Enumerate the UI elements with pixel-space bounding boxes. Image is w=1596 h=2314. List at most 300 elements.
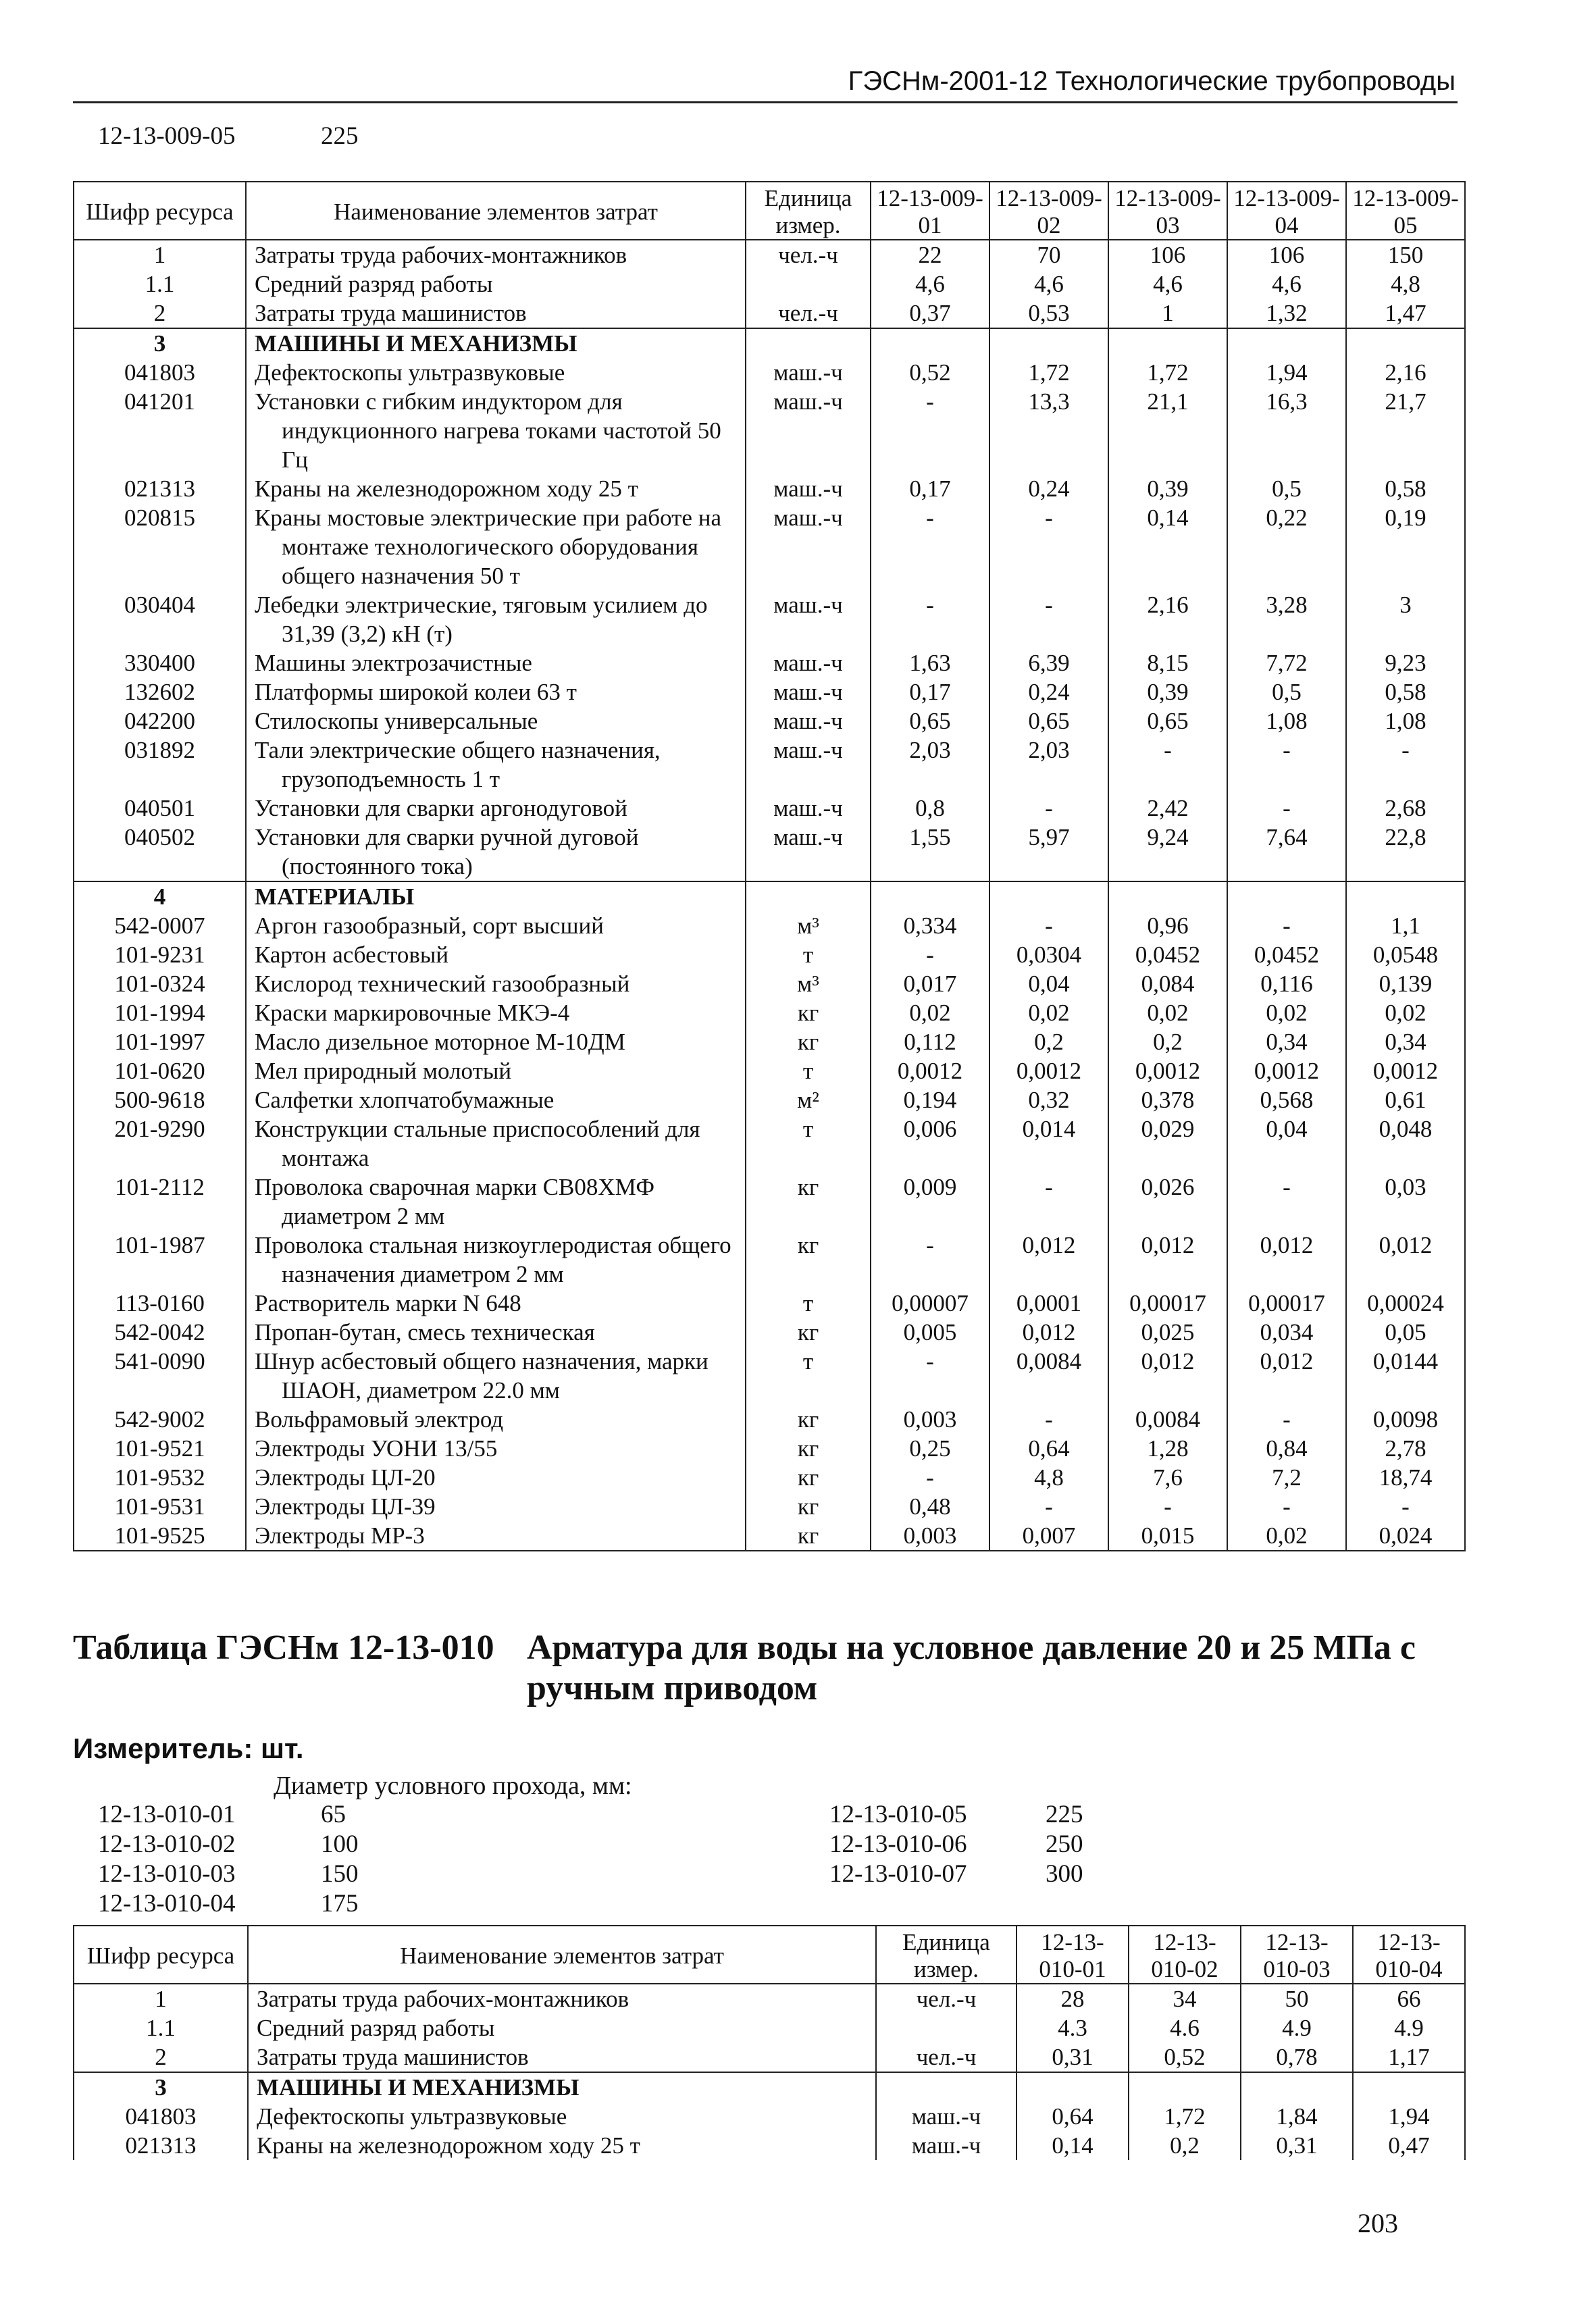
resource-name: Электроды УОНИ 13/55	[255, 1435, 498, 1462]
value-cell: -	[871, 1231, 989, 1289]
value-cell: 0,04	[989, 969, 1108, 998]
value-cell: 7,2	[1227, 1463, 1346, 1492]
value-cell: 0,048	[1346, 1114, 1465, 1173]
unit: кг	[746, 1318, 871, 1347]
resource-code: 101-9532	[74, 1463, 246, 1492]
value-cell: 34	[1129, 1984, 1241, 2013]
resource-name: Дефектоскопы ультразвуковые	[257, 2103, 567, 2130]
resource-code: 101-1997	[74, 1027, 246, 1056]
value-cell: 28	[1016, 1984, 1129, 2013]
unit: кг	[746, 998, 871, 1027]
resource-name: МАТЕРИАЛЫ	[255, 883, 415, 910]
unit: м²	[746, 1085, 871, 1114]
unit: чел.-ч	[746, 299, 871, 328]
resource-name-cell	[246, 1085, 746, 1114]
resource-name: Аргон газообразный, сорт высший	[255, 912, 604, 939]
value-cell: -	[871, 590, 989, 648]
resource-code: 101-2112	[74, 1173, 246, 1231]
value-cell: -	[1108, 736, 1227, 794]
value-cell: -	[1227, 794, 1346, 823]
value-cell: 0,58	[1346, 677, 1465, 706]
page-number: 203	[1358, 2208, 1398, 2238]
value-cell: -	[1227, 911, 1346, 940]
value-cell: 1	[1108, 299, 1227, 328]
header-code: Шифр ресурса	[74, 182, 246, 240]
table-row	[74, 1231, 1465, 1289]
resource-code: 101-9521	[74, 1434, 246, 1463]
resource-name: Проволока сварочная марки СВ08ХМФ диаметром 2 мм	[255, 1174, 654, 1229]
value-cell: 0,025	[1108, 1318, 1227, 1347]
value-cell: 1,08	[1346, 706, 1465, 736]
table-row	[74, 1318, 1465, 1347]
resource-name: Средний разряд работы	[255, 271, 493, 297]
diameter-values-left	[321, 1800, 359, 1919]
table-row	[74, 503, 1465, 590]
resource-code: 020815	[74, 503, 246, 590]
resource-code: 101-9531	[74, 1492, 246, 1521]
table-row	[74, 1405, 1465, 1434]
resource-name-cell	[246, 1521, 746, 1551]
unit: маш.-ч	[876, 2131, 1016, 2160]
table-row	[74, 940, 1465, 969]
resource-name-cell	[246, 1173, 746, 1231]
value-cell: 7,64	[1227, 823, 1346, 881]
unit: маш.-ч	[746, 590, 871, 648]
resource-code: 031892	[74, 736, 246, 794]
resource-name: Электроды ЦЛ-20	[255, 1464, 436, 1491]
unit: кг	[746, 1463, 871, 1492]
value-cell: 7,72	[1227, 648, 1346, 677]
value-cell: -	[989, 1173, 1108, 1231]
resource-name-cell	[246, 706, 746, 736]
value-cell: 4,6	[871, 269, 989, 299]
unit	[746, 328, 871, 358]
value-cell: 2,03	[871, 736, 989, 794]
unit: м³	[746, 969, 871, 998]
value-cell: -	[989, 1405, 1108, 1434]
diameter-value: 250	[1046, 1830, 1083, 1858]
value-cell: 0,02	[1108, 998, 1227, 1027]
resource-name: Вольфрамовый электрод	[255, 1406, 504, 1433]
table-row	[74, 1521, 1465, 1551]
resource-name: Мел природный молотый	[255, 1058, 512, 1084]
value-cell: 0,012	[1227, 1231, 1346, 1289]
value-cell: -	[871, 1463, 989, 1492]
resource-name: Стилоскопы универсальные	[255, 708, 538, 734]
header-col-3: 12-13-009-03	[1108, 182, 1227, 240]
table-row	[74, 1347, 1465, 1405]
table-row	[74, 387, 1465, 474]
value-cell	[1346, 328, 1465, 358]
value-cell: 0,012	[1108, 1231, 1227, 1289]
resource-code: 542-0007	[74, 911, 246, 940]
value-cell: 0,0452	[1108, 940, 1227, 969]
resource-code: 042200	[74, 706, 246, 736]
unit: кг	[746, 1027, 871, 1056]
table-row	[74, 736, 1465, 794]
resource-name-cell	[246, 1056, 746, 1085]
value-cell: 0,0012	[989, 1056, 1108, 1085]
resource-name: Платформы широкой колеи 63 т	[255, 679, 577, 705]
resource-name: Средний разряд работы	[257, 2015, 495, 2041]
table-row	[74, 969, 1465, 998]
resource-name: Затраты труда машинистов	[255, 300, 527, 326]
resource-name-cell	[246, 648, 746, 677]
value-cell: 13,3	[989, 387, 1108, 474]
value-cell: 0,8	[871, 794, 989, 823]
value-cell	[1241, 2072, 1353, 2102]
table-row	[74, 1463, 1465, 1492]
header-unit: Единица измер.	[876, 1926, 1016, 1984]
resource-code: 542-9002	[74, 1405, 246, 1434]
table-row	[74, 1984, 1465, 2013]
running-title: ГЭСНм-2001-12 Технологические трубопроводы	[848, 66, 1456, 96]
unit	[746, 269, 871, 299]
resource-name-cell	[246, 677, 746, 706]
value-cell: 1,72	[1129, 2102, 1241, 2131]
value-cell: 2,16	[1108, 590, 1227, 648]
value-cell: 21,1	[1108, 387, 1227, 474]
resource-name: Электроды МР-3	[255, 1522, 425, 1549]
resource-code: 040502	[74, 823, 246, 881]
header-col-2: 12-13-009-02	[989, 182, 1108, 240]
value-cell: 0,34	[1227, 1027, 1346, 1056]
header-col-4: 12-13-010-04	[1353, 1926, 1465, 1984]
resource-name-cell	[246, 1492, 746, 1521]
unit: кг	[746, 1173, 871, 1231]
value-cell: 0,014	[989, 1114, 1108, 1173]
resource-name-cell	[246, 1289, 746, 1318]
value-cell: 0,52	[871, 358, 989, 387]
value-cell: 0,024	[1346, 1521, 1465, 1551]
table-row	[74, 1434, 1465, 1463]
value-cell: 0,04	[1227, 1114, 1346, 1173]
value-cell: 0,32	[989, 1085, 1108, 1114]
value-cell: 0,003	[871, 1521, 989, 1551]
value-cell: 0,39	[1108, 677, 1227, 706]
value-cell: 0,0098	[1346, 1405, 1465, 1434]
value-cell: -	[1227, 1492, 1346, 1521]
header-col-1: 12-13-009-01	[871, 182, 989, 240]
resource-code: 4	[74, 881, 246, 911]
section-row	[74, 881, 1465, 911]
value-cell: 0,0548	[1346, 940, 1465, 969]
resource-code: 1.1	[74, 2013, 248, 2042]
value-cell: 0,139	[1346, 969, 1465, 998]
value-cell: 0,2	[1108, 1027, 1227, 1056]
value-cell: 5,97	[989, 823, 1108, 881]
header-col-4: 12-13-009-04	[1227, 182, 1346, 240]
resource-name-cell	[246, 1027, 746, 1056]
value-cell: 0,96	[1108, 911, 1227, 940]
table-row	[74, 590, 1465, 648]
resource-code: 541-0090	[74, 1347, 246, 1405]
value-cell: 0,17	[871, 474, 989, 503]
resource-name: Растворитель марки N 648	[255, 1290, 521, 1316]
value-cell: 1,72	[1108, 358, 1227, 387]
value-cell: 106	[1227, 240, 1346, 269]
value-cell: 0,14	[1108, 503, 1227, 590]
diameter-value: 65	[321, 1801, 346, 1828]
value-cell: 0,034	[1227, 1318, 1346, 1347]
value-cell: 4.3	[1016, 2013, 1129, 2042]
table-header-row	[74, 182, 1465, 240]
value-cell: 0,5	[1227, 677, 1346, 706]
unit: кг	[746, 1434, 871, 1463]
diameter-code: 12-13-010-07	[829, 1860, 967, 1888]
resource-name-cell	[248, 1984, 876, 2013]
value-cell: 0,34	[1346, 1027, 1465, 1056]
header-rule	[73, 101, 1458, 103]
diameter-codes-left	[98, 1800, 235, 1919]
value-cell: 9,23	[1346, 648, 1465, 677]
table-header-row	[74, 1926, 1465, 1984]
value-cell: 0,84	[1227, 1434, 1346, 1463]
unit: маш.-ч	[746, 648, 871, 677]
unit: маш.-ч	[746, 823, 871, 881]
diameter-value: 100	[321, 1830, 359, 1858]
value-cell: 0,02	[1227, 1521, 1346, 1551]
value-cell	[1016, 2072, 1129, 2102]
value-cell: 0,116	[1227, 969, 1346, 998]
resource-name: Пропан-бутан, смесь техническая	[255, 1319, 595, 1345]
value-cell	[871, 881, 989, 911]
value-cell: 0,0452	[1227, 940, 1346, 969]
resource-name-cell	[246, 503, 746, 590]
value-cell: 0,012	[1227, 1347, 1346, 1405]
diameter-codes-right	[829, 1800, 967, 1889]
resource-name-cell	[246, 1114, 746, 1173]
resource-name: Шнур асбестовый общего назначения, марки ШАОН, диаметром 22.0 мм	[255, 1348, 709, 1404]
resource-code: 201-9290	[74, 1114, 246, 1173]
value-cell: 0,14	[1016, 2131, 1129, 2160]
value-cell: -	[871, 940, 989, 969]
diameter-code: 12-13-010-03	[98, 1860, 236, 1888]
value-cell: 0,112	[871, 1027, 989, 1056]
value-cell: 0,31	[1241, 2131, 1353, 2160]
value-cell: 150	[1346, 240, 1465, 269]
value-cell: 7,6	[1108, 1463, 1227, 1492]
value-cell: 2,42	[1108, 794, 1227, 823]
table-row	[74, 2102, 1465, 2131]
resource-name-cell	[246, 269, 746, 299]
value-cell: 16,3	[1227, 387, 1346, 474]
resource-code: 330400	[74, 648, 246, 677]
value-cell: 8,15	[1108, 648, 1227, 677]
resource-table-12-13-010	[73, 1925, 1466, 2160]
diameter-value: 150	[321, 1860, 359, 1888]
resource-name: Тали электрические общего назначения, грузоподъемность 1 т	[255, 737, 661, 792]
value-cell: 0,65	[1108, 706, 1227, 736]
value-cell: 0,39	[1108, 474, 1227, 503]
value-cell: 0,02	[1227, 998, 1346, 1027]
unit: т	[746, 1056, 871, 1085]
value-cell: 3,28	[1227, 590, 1346, 648]
unit: кг	[746, 1405, 871, 1434]
resource-name-cell	[246, 1405, 746, 1434]
header-unit: Единица измер.	[746, 182, 871, 240]
value-cell: 4.9	[1241, 2013, 1353, 2042]
resource-code: 2	[74, 299, 246, 328]
value-cell	[1227, 881, 1346, 911]
unit: маш.-ч	[746, 503, 871, 590]
resource-name-cell	[248, 2042, 876, 2072]
table-row	[74, 1492, 1465, 1521]
resource-code: 101-9231	[74, 940, 246, 969]
resource-code: 3	[74, 328, 246, 358]
resource-name-cell	[248, 2072, 876, 2102]
value-cell	[1227, 328, 1346, 358]
diameter-value: 300	[1046, 1860, 1083, 1888]
unit: маш.-ч	[746, 474, 871, 503]
value-cell: 21,7	[1346, 387, 1465, 474]
value-cell: 1,72	[989, 358, 1108, 387]
resource-code: 041201	[74, 387, 246, 474]
table-row	[74, 1289, 1465, 1318]
resource-name-cell	[246, 1231, 746, 1289]
table-row	[74, 998, 1465, 1027]
continuation-diameter: 225	[321, 122, 359, 150]
value-cell: 0,00007	[871, 1289, 989, 1318]
unit: маш.-ч	[876, 2102, 1016, 2131]
value-cell: 0,25	[871, 1434, 989, 1463]
resource-code: 101-0324	[74, 969, 246, 998]
resource-name: Кислород технический газообразный	[255, 971, 630, 997]
resource-code: 041803	[74, 358, 246, 387]
value-cell: 0,64	[989, 1434, 1108, 1463]
value-cell: 106	[1108, 240, 1227, 269]
resource-name-cell	[246, 794, 746, 823]
value-cell: 0,378	[1108, 1085, 1227, 1114]
resource-code: 1	[74, 1984, 248, 2013]
resource-name: Проволока стальная низкоуглеродистая общего назначения диаметром 2 мм	[255, 1232, 731, 1287]
diameter-code: 12-13-010-01	[98, 1801, 236, 1828]
value-cell: 3	[1346, 590, 1465, 648]
resource-code: 1.1	[74, 269, 246, 299]
value-cell: 0,17	[871, 677, 989, 706]
unit: т	[746, 1114, 871, 1173]
diameter-code: 12-13-010-06	[829, 1830, 967, 1858]
resource-code: 132602	[74, 677, 246, 706]
resource-name: Краны на железнодорожном ходу 25 т	[257, 2132, 640, 2159]
value-cell: 22,8	[1346, 823, 1465, 881]
value-cell: -	[989, 1492, 1108, 1521]
resource-name-cell	[248, 2102, 876, 2131]
value-cell	[1353, 2072, 1465, 2102]
table-row	[74, 911, 1465, 940]
value-cell: 1,55	[871, 823, 989, 881]
header-col-2: 12-13-010-02	[1129, 1926, 1241, 1984]
resource-name-cell	[246, 1463, 746, 1492]
value-cell: 22	[871, 240, 989, 269]
value-cell: 4.9	[1353, 2013, 1465, 2042]
value-cell: -	[1227, 1173, 1346, 1231]
table-row	[74, 1056, 1465, 1085]
value-cell: -	[1346, 1492, 1465, 1521]
resource-name-cell	[248, 2131, 876, 2160]
value-cell	[1108, 881, 1227, 911]
resource-code: 021313	[74, 2131, 248, 2160]
header-name: Наименование элементов затрат	[246, 182, 746, 240]
value-cell: 0,0144	[1346, 1347, 1465, 1405]
header-code: Шифр ресурса	[74, 1926, 248, 1984]
value-cell: 0,194	[871, 1085, 989, 1114]
value-cell: 0,52	[1129, 2042, 1241, 2072]
value-cell: -	[1227, 1405, 1346, 1434]
table-row	[74, 794, 1465, 823]
value-cell: 0,61	[1346, 1085, 1465, 1114]
resource-name-cell	[246, 1347, 746, 1405]
value-cell: -	[871, 1347, 989, 1405]
value-cell: -	[989, 503, 1108, 590]
resource-code: 101-0620	[74, 1056, 246, 1085]
value-cell: -	[871, 387, 989, 474]
table-row	[74, 706, 1465, 736]
unit: т	[746, 1347, 871, 1405]
value-cell: 0,64	[1016, 2102, 1129, 2131]
value-cell: 1,63	[871, 648, 989, 677]
resource-table-12-13-009	[73, 181, 1466, 1551]
unit: кг	[746, 1231, 871, 1289]
value-cell: 1,94	[1353, 2102, 1465, 2131]
unit: чел.-ч	[876, 1984, 1016, 2013]
value-cell: 0,0001	[989, 1289, 1108, 1318]
unit: чел.-ч	[746, 240, 871, 269]
value-cell: 0,02	[871, 998, 989, 1027]
unit: т	[746, 940, 871, 969]
resource-name: Конструкции стальные приспособлений для монтажа	[255, 1116, 700, 1171]
unit: т	[746, 1289, 871, 1318]
resource-name: Затраты труда рабочих-монтажников	[255, 242, 627, 268]
resource-name-cell	[246, 387, 746, 474]
value-cell	[1129, 2072, 1241, 2102]
value-cell: 0,53	[989, 299, 1108, 328]
value-cell: 0,012	[1108, 1347, 1227, 1405]
value-cell: 0,084	[1108, 969, 1227, 998]
resource-code: 1	[74, 240, 246, 269]
resource-name: Масло дизельное моторное М-10ДМ	[255, 1029, 625, 1055]
value-cell: 0,65	[989, 706, 1108, 736]
resource-name: Лебедки электрические, тяговым усилием до 31,39 (3,2) кН (т)	[255, 592, 708, 647]
value-cell: 0,02	[989, 998, 1108, 1027]
value-cell: 1,32	[1227, 299, 1346, 328]
header-name: Наименование элементов затрат	[248, 1926, 876, 1984]
unit: чел.-ч	[876, 2042, 1016, 2072]
value-cell: -	[1227, 736, 1346, 794]
value-cell: 4,6	[989, 269, 1108, 299]
table-row	[74, 823, 1465, 881]
value-cell: 0,65	[871, 706, 989, 736]
diameter-code: 12-13-010-04	[98, 1890, 236, 1918]
value-cell: 70	[989, 240, 1108, 269]
value-cell: 0,007	[989, 1521, 1108, 1551]
value-cell: 0,78	[1241, 2042, 1353, 2072]
value-cell: 2,03	[989, 736, 1108, 794]
value-cell: -	[1346, 736, 1465, 794]
unit: кг	[746, 1521, 871, 1551]
diameter-code: 12-13-010-02	[98, 1830, 236, 1858]
value-cell: 0,012	[989, 1231, 1108, 1289]
unit: маш.-ч	[746, 358, 871, 387]
resource-name-cell	[246, 940, 746, 969]
unit-of-measure: Измеритель: шт.	[73, 1732, 304, 1764]
value-cell: 4.6	[1129, 2013, 1241, 2042]
resource-code: 101-9525	[74, 1521, 246, 1551]
diameter-value: 175	[321, 1890, 359, 1918]
resource-name-cell	[248, 2013, 876, 2042]
value-cell: 2,68	[1346, 794, 1465, 823]
value-cell: 66	[1353, 1984, 1465, 2013]
